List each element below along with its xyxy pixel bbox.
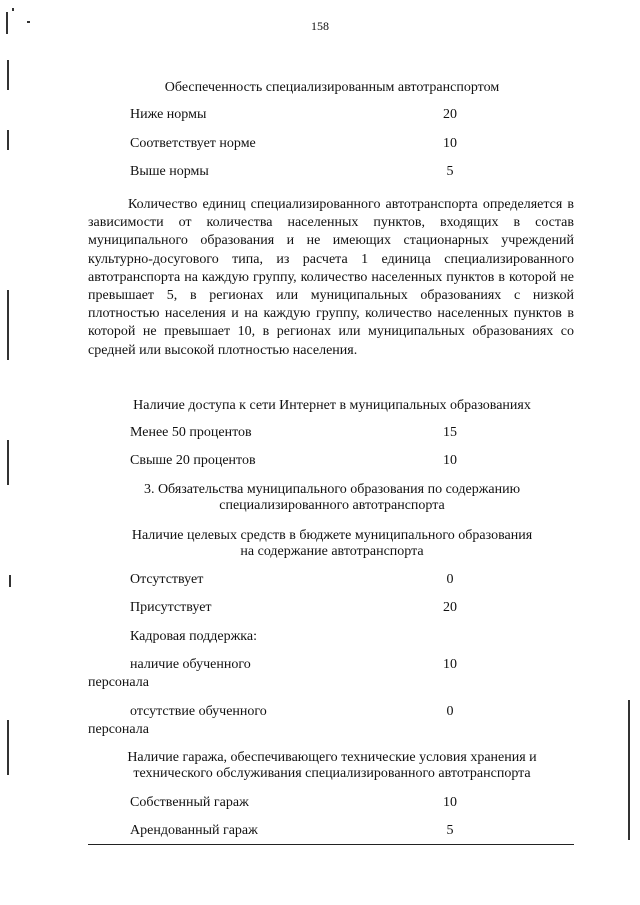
score-row <box>130 704 470 722</box>
row-score: 20 <box>443 107 457 122</box>
staff-untrained-label-line1: отсутствие обученного <box>130 704 267 719</box>
row-label: Присутствует <box>130 600 212 615</box>
page-number: 158 <box>311 19 329 33</box>
section3-heading <box>88 482 576 514</box>
bottom-rule <box>88 844 574 845</box>
row-score: 10 <box>443 453 457 468</box>
score-row <box>130 136 470 154</box>
section3-heading-line1: 3. Обязательства муниципального образования по содержанию <box>143 482 521 497</box>
row-score: 5 <box>446 823 454 838</box>
scan-mark <box>12 8 14 11</box>
scan-mark <box>7 720 9 775</box>
score-row <box>130 600 470 618</box>
row-score: 10 <box>443 657 457 672</box>
funds-heading-line2: на содержание автотранспорта <box>240 544 424 559</box>
score-row <box>130 572 470 590</box>
section-heading-funds <box>88 528 576 560</box>
row-score: 0 <box>446 704 454 719</box>
row-label: Собственный гараж <box>130 795 249 810</box>
row-score: 15 <box>443 425 457 440</box>
score-row <box>130 425 470 443</box>
staff-heading-row <box>130 629 470 647</box>
score-row <box>130 823 470 841</box>
row-label: Менее 50 процентов <box>130 425 252 440</box>
row-label: Соответствует норме <box>130 136 256 151</box>
garage-heading-line1: Наличие гаража, обеспечивающего технические условия хранения и <box>127 750 537 765</box>
body-paragraph <box>88 196 574 360</box>
section-heading-garage <box>88 750 576 782</box>
row-score: 10 <box>443 136 457 151</box>
row-score: 10 <box>443 795 457 810</box>
row-label: Свыше 20 процентов <box>130 453 256 468</box>
score-row <box>130 795 470 813</box>
scan-mark <box>7 440 9 485</box>
row-label: Выше нормы <box>130 164 209 179</box>
scan-mark <box>9 575 11 587</box>
score-row <box>130 107 470 125</box>
scan-mark <box>7 130 9 150</box>
row-label: Арендованный гараж <box>130 823 258 838</box>
section-heading-internet: Наличие доступа к сети Интернет в муниципальных образованиях <box>133 398 531 413</box>
staff-heading: Кадровая поддержка: <box>130 629 257 644</box>
row-label: Ниже нормы <box>130 107 207 122</box>
score-row <box>130 453 470 471</box>
staff-trained-label-line2: персонала <box>88 675 149 690</box>
staff-trained-label-line1: наличие обученного <box>130 657 251 672</box>
staff-untrained-label-line2: персонала <box>88 722 149 737</box>
paragraph-text: Количество единиц специализированного автотранспорта определяется в зависимости от количества населенных пунктов, входящих в состав муниципального образования и не имеющих стационарных учреждений культурно-досугового типа, из расчета 1 единица специализированного автотранспорта на каждую группу, количество населенных пунктов в которой не превышает 5, в регионах или муниципальных образованиях с низкой плотностью населения и на каждую группу, количество населенных пунктов в которой не превышает 10, в регионах или муниципальных образованиях со средней или высокой плотностью населения. <box>88 197 574 358</box>
row-label: Отсутствует <box>130 572 204 587</box>
scan-mark <box>7 60 9 90</box>
scan-mark <box>7 290 9 360</box>
scan-mark <box>628 700 630 840</box>
score-row <box>130 657 470 675</box>
funds-heading-line1: Наличие целевых средств в бюджете муниципального образования <box>131 528 533 543</box>
row-score: 20 <box>443 600 457 615</box>
section3-heading-line2: специализированного автотранспорта <box>219 498 445 513</box>
row-score: 0 <box>446 572 454 587</box>
row-score: 5 <box>446 164 454 179</box>
score-row <box>130 164 470 182</box>
section-heading-transport: Обеспеченность специализированным автотранспортом <box>164 80 500 95</box>
garage-heading-line2: технического обслуживания специализированного автотранспорта <box>133 766 531 781</box>
